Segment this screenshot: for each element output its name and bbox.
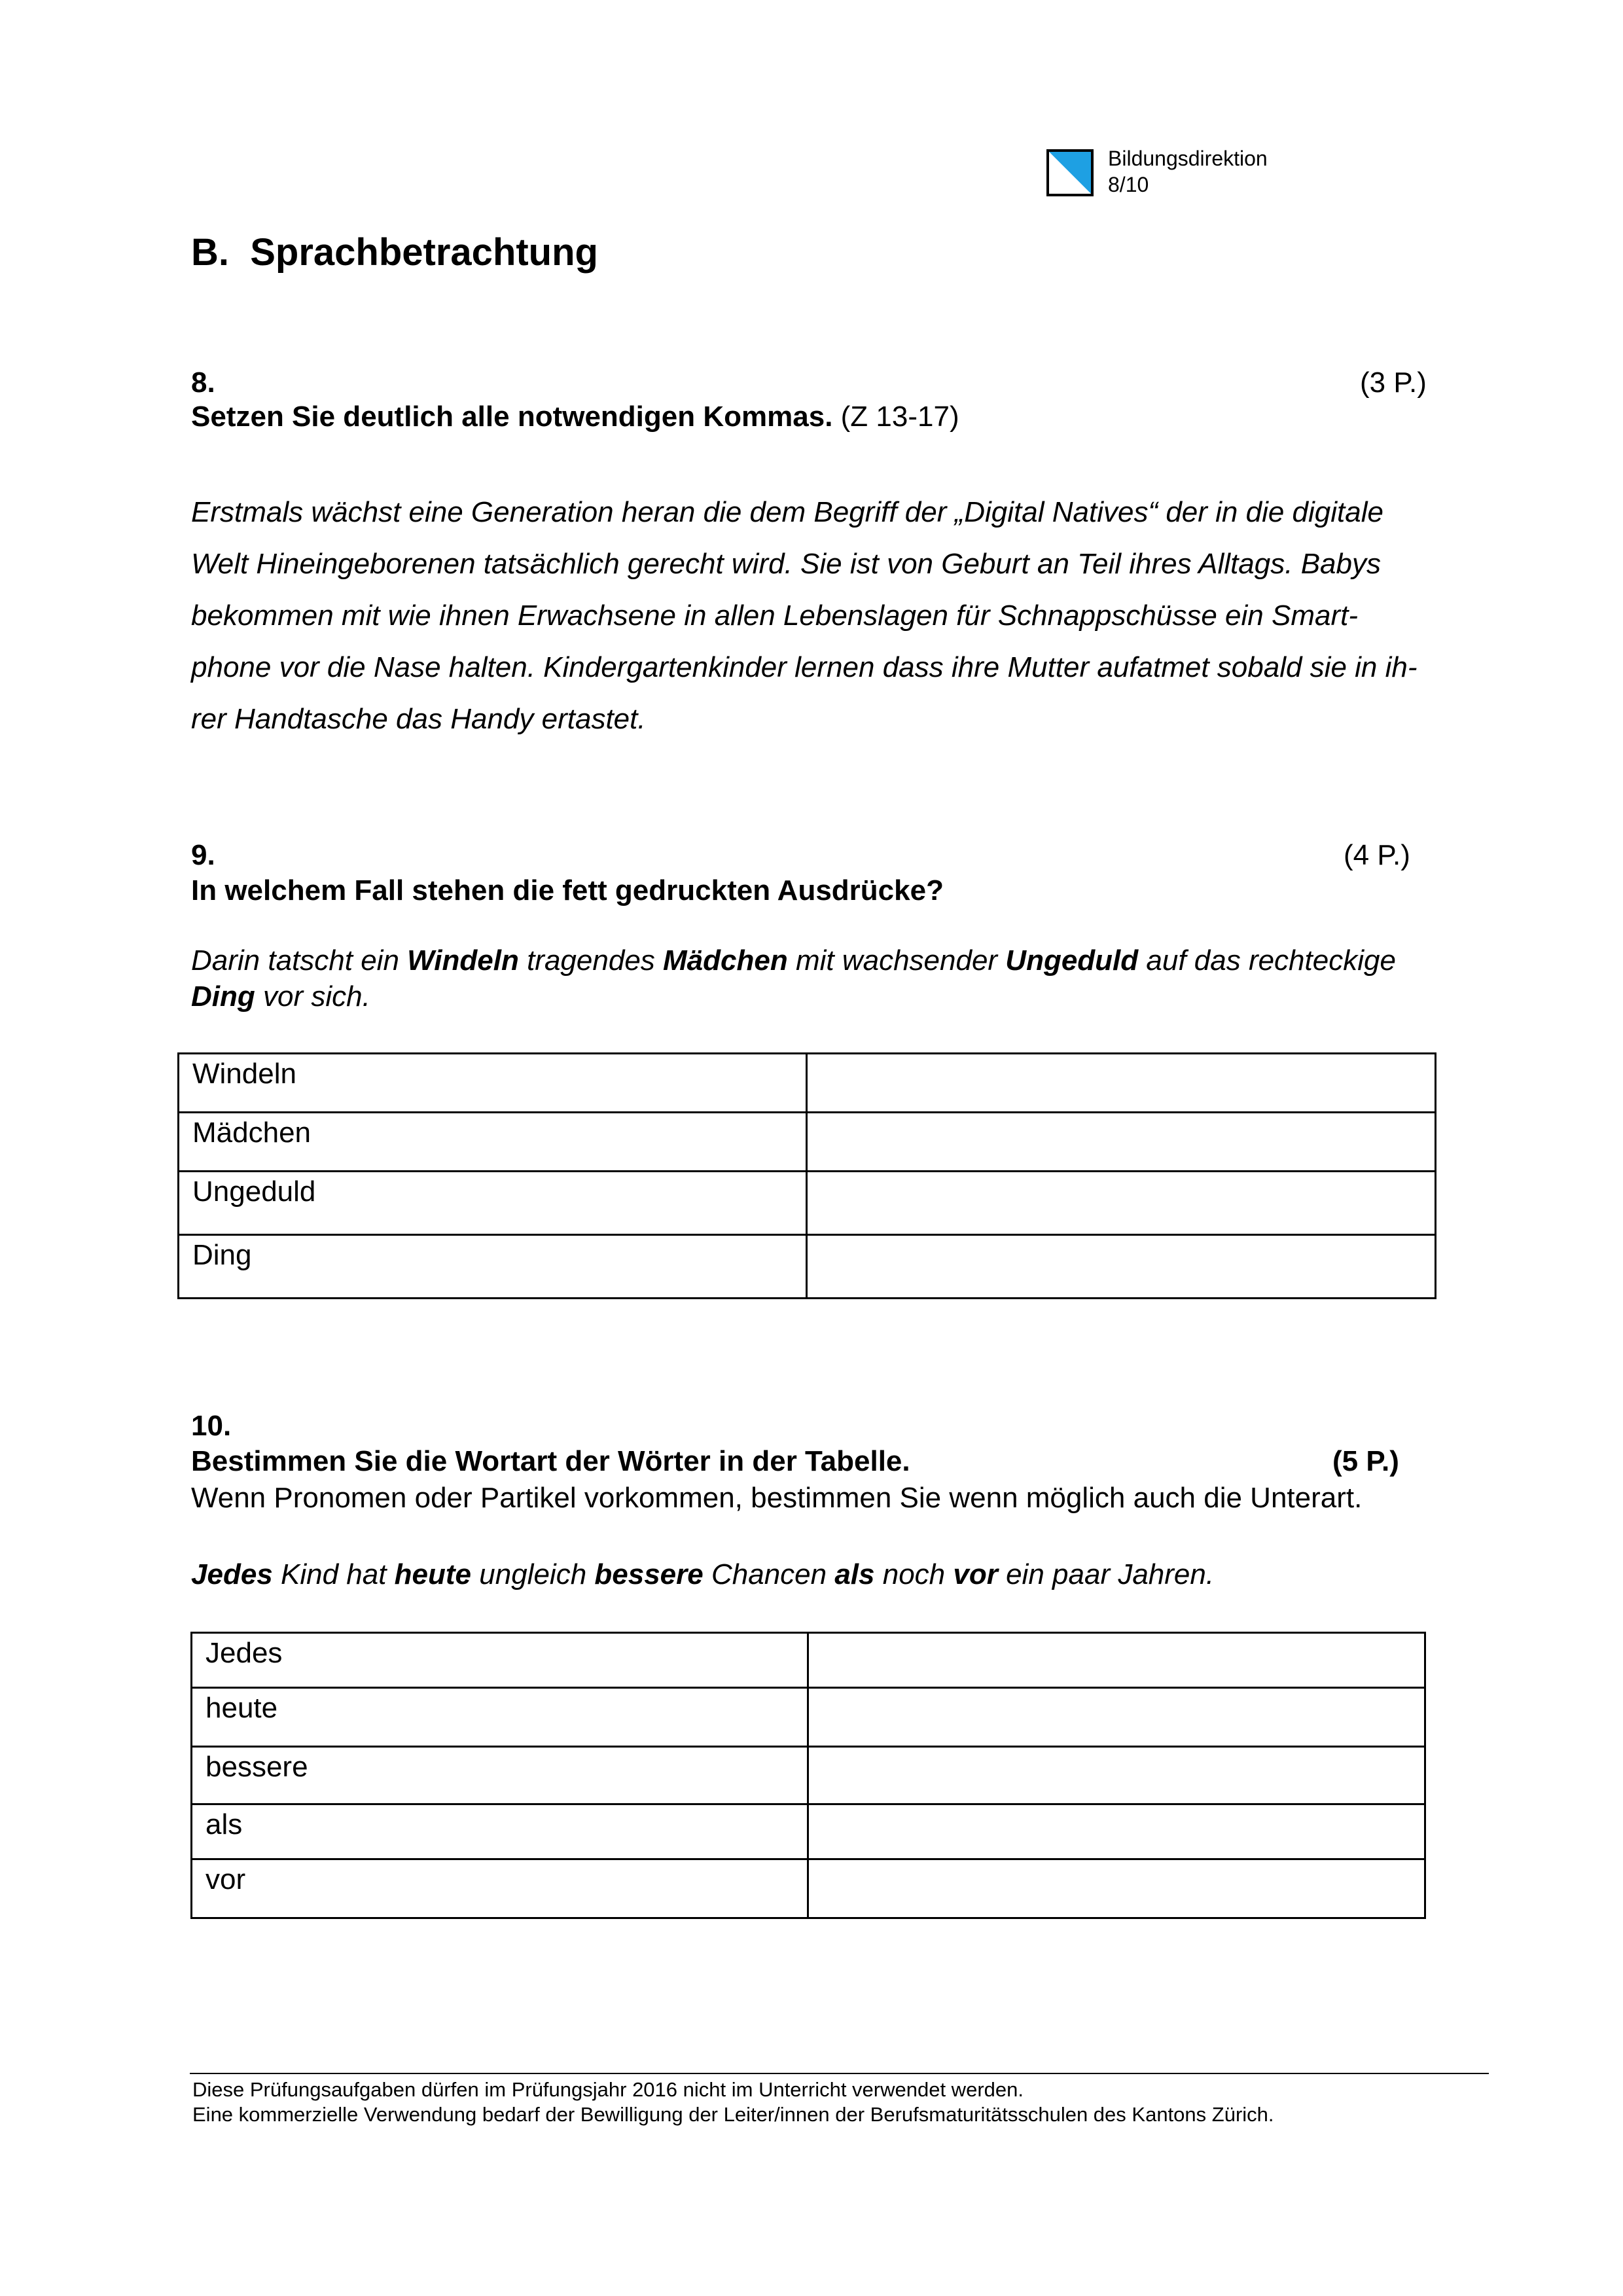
bold-term: Ding <box>191 980 255 1013</box>
q10-instruction: Bestimmen Sie die Wortart der Wörter in der Tabelle. <box>191 1445 910 1477</box>
bold-term: als <box>834 1558 875 1590</box>
table-cell-answer[interactable] <box>807 1054 1436 1113</box>
bold-term: Jedes <box>191 1558 273 1590</box>
footer-line-1: Diese Prüfungsaufgaben dürfen im Prüfungsjahr 2016 nicht im Unterricht verwendet werden. <box>192 2078 1024 2101</box>
table-cell-answer[interactable] <box>808 1688 1425 1747</box>
bold-term: heute <box>394 1558 472 1590</box>
table-row <box>179 1113 1436 1172</box>
q8-line-reference: (Z 13-17) <box>840 401 959 433</box>
q10-answer-table <box>190 1632 1426 1919</box>
table-cell-word: Windeln <box>179 1054 807 1113</box>
q9-answer-table <box>177 1052 1436 1299</box>
q10-subinstruction: Wenn Pronomen oder Partikel vorkommen, bestimmen Sie wenn möglich auch die Unterart. <box>191 1482 1363 1514</box>
q10-number: 10. <box>191 1410 232 1442</box>
q9-points: (4 P.) <box>1344 839 1410 871</box>
passage-line: bekommen mit wie ihnen Erwachsene in allen Lebenslagen für Schnappschüsse ein Smart- <box>191 600 1358 632</box>
table-row <box>192 1859 1425 1918</box>
footer <box>192 2077 1274 2127</box>
q8-instruction-bold: Setzen Sie deutlich alle notwendigen Kommas. <box>191 401 833 433</box>
bold-term: Mädchen <box>663 944 788 977</box>
q8-points: (3 P.) <box>1360 367 1427 399</box>
table-row <box>192 1633 1425 1688</box>
q8-passage <box>191 486 1467 745</box>
table-cell-word: Mädchen <box>179 1113 807 1172</box>
table-row <box>192 1747 1425 1804</box>
sentence-text: ungleich <box>471 1558 595 1590</box>
passage-line: rer Handtasche das Handy ertastet. <box>191 703 646 735</box>
table-row <box>192 1804 1425 1859</box>
q10-sentence <box>191 1556 1487 1592</box>
q8-number: 8. <box>191 367 215 399</box>
q9-instruction: In welchem Fall stehen die fett gedruckten Ausdrücke? <box>191 874 944 906</box>
header-org: Bildungsdirektion <box>1108 147 1268 170</box>
table-cell-word: Jedes <box>192 1633 808 1688</box>
sentence-text: ein paar Jahren. <box>997 1558 1215 1590</box>
bold-term: Windeln <box>407 944 519 977</box>
table-cell-word: Ungeduld <box>179 1172 807 1235</box>
table-cell-word: als <box>192 1804 808 1859</box>
sentence-text: vor sich. <box>255 980 370 1013</box>
sentence-text: Chancen <box>703 1558 835 1590</box>
sentence-text: Kind hat <box>272 1558 395 1590</box>
table-row <box>179 1235 1436 1299</box>
table-cell-answer[interactable] <box>807 1113 1436 1172</box>
table-cell-word: Ding <box>179 1235 807 1299</box>
sentence-text: tragendes <box>518 944 664 977</box>
table-cell-word: vor <box>192 1859 808 1918</box>
sentence-text: noch <box>874 1558 954 1590</box>
table-cell-answer[interactable] <box>807 1172 1436 1235</box>
footer-divider <box>190 2073 1489 2074</box>
table-cell-answer[interactable] <box>808 1859 1425 1918</box>
sentence-text: mit wachsender <box>787 944 1006 977</box>
section-title: B. Sprachbetrachtung <box>191 231 598 274</box>
table-row <box>179 1172 1436 1235</box>
canton-zurich-logo-icon <box>1046 149 1094 196</box>
table-cell-answer[interactable] <box>808 1804 1425 1859</box>
bold-term: vor <box>953 1558 998 1590</box>
passage-line: Erstmals wächst eine Generation heran die dem Begriff der „Digital Natives“ der in die digitale <box>191 496 1383 528</box>
bold-term: bessere <box>594 1558 704 1590</box>
footer-line-2: Eine kommerzielle Verwendung bedarf der Bewilligung der Leiter/innen der Berufsmaturitätsschulen des Kantons Zürich. <box>192 2103 1274 2126</box>
table-row <box>192 1688 1425 1747</box>
table-cell-answer[interactable] <box>807 1235 1436 1299</box>
header-org-block <box>1108 145 1268 198</box>
table-cell-word: heute <box>192 1688 808 1747</box>
passage-line: phone vor die Nase halten. Kindergartenkinder lernen dass ihre Mutter aufatmet sobald sie in ih- <box>191 651 1418 683</box>
table-row <box>179 1054 1436 1113</box>
header-page-number: 8/10 <box>1108 173 1149 196</box>
bold-term: Ungeduld <box>1005 944 1139 977</box>
q9-sentence <box>191 942 1487 1014</box>
table-cell-answer[interactable] <box>808 1747 1425 1804</box>
table-cell-answer[interactable] <box>808 1633 1425 1688</box>
q8-instruction <box>191 401 959 433</box>
passage-line: Welt Hineingeborenen tatsächlich gerecht wird. Sie ist von Geburt an Teil ihres Alltags. Babys <box>191 548 1381 580</box>
q10-points: (5 P.) <box>1332 1445 1399 1477</box>
sentence-text: auf das rechteckige <box>1138 944 1396 977</box>
q9-number: 9. <box>191 839 215 871</box>
table-cell-word: bessere <box>192 1747 808 1804</box>
sentence-text: Darin tatscht ein <box>191 944 408 977</box>
